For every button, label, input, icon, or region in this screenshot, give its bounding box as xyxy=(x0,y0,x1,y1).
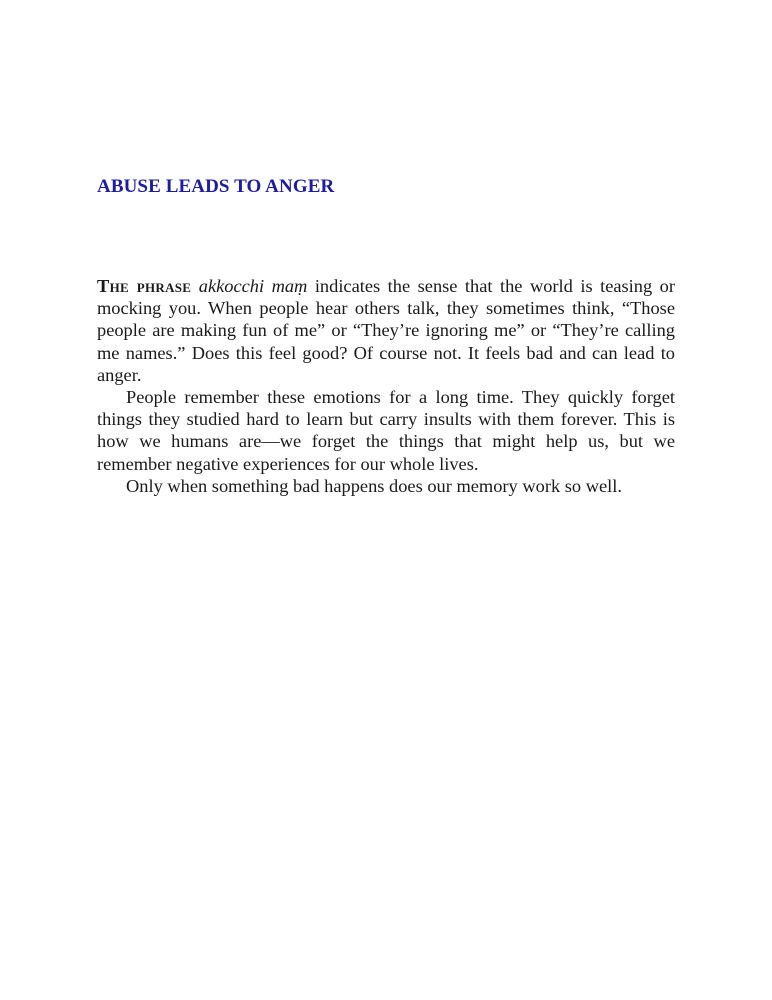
paragraph-1 xyxy=(97,275,675,386)
book-page xyxy=(97,0,675,1000)
paragraph-3: Only when something bad happens does our memory work so well. xyxy=(126,475,622,496)
chapter-title: ABUSE LEADS TO ANGER xyxy=(97,176,335,197)
pali-term: akkocchi maṃ xyxy=(198,276,308,296)
chapter-body xyxy=(97,275,675,497)
paragraph-1-text: indicates the sense that the world is teasing or mocking you. When people hear others talk, they sometimes think, “Those people are making fun of me” or “They’re ignoring me” or “They’re calling me names.” Does this feel good? Of course not. It feels bad and can lead to anger. xyxy=(97,276,675,385)
lead-in-smallcaps: The phrase xyxy=(97,276,192,296)
paragraph-2: People remember these emotions for a long time. They quickly forget things they studied hard to learn but carry insults with them forever. This is how we humans are—we forget the things that might help us, but we remember negative experiences for our whole lives. xyxy=(97,387,675,474)
